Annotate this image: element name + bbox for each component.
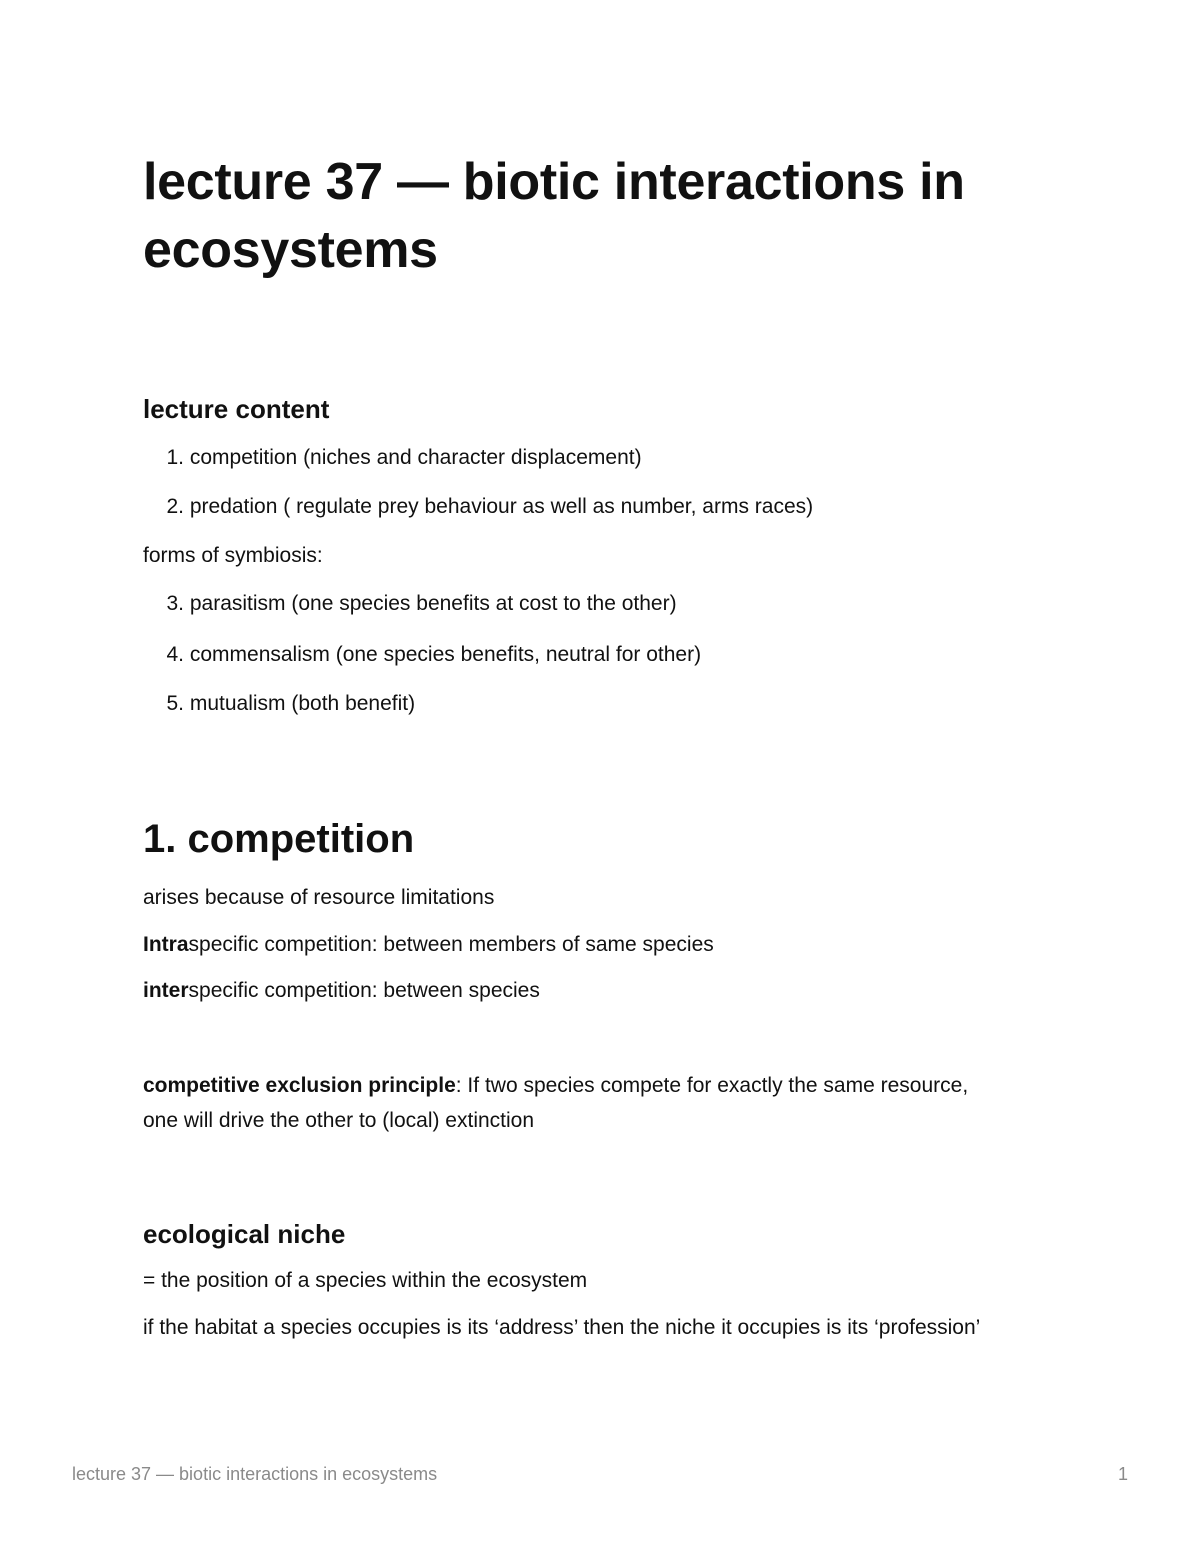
inter-rest-text: specific competition: between species bbox=[188, 979, 540, 1002]
list-item-text: predation ( regulate prey behaviour as well as number, arms races) bbox=[189, 495, 814, 518]
principle-bold-text: competitive exclusion principle bbox=[143, 1074, 456, 1097]
list-item-text: commensalism (one species benefits, neutral for other) bbox=[189, 643, 702, 666]
exclusion-principle-paragraph bbox=[143, 1068, 993, 1138]
competition-heading: 1. competition bbox=[143, 817, 415, 861]
competition-intro: arises because of resource limitations bbox=[143, 886, 495, 909]
list-item bbox=[143, 689, 415, 719]
intraspecific-line bbox=[143, 930, 714, 960]
list-item bbox=[143, 640, 701, 670]
list-item-number: 3. bbox=[166, 592, 184, 615]
page-title: lecture 37 — biotic interactions in ecosystems bbox=[143, 153, 965, 279]
list-item-number: 2. bbox=[166, 495, 184, 518]
niche-definition: = the position of a species within the ecosystem bbox=[143, 1269, 588, 1292]
list-item-number: 1. bbox=[166, 446, 184, 469]
list-item bbox=[143, 443, 642, 473]
list-item bbox=[143, 492, 813, 522]
footer-running-title: lecture 37 — biotic interactions in ecosystems bbox=[72, 1464, 438, 1484]
intra-bold-text: Intra bbox=[143, 933, 189, 956]
list-item-number: 5. bbox=[166, 692, 184, 715]
inter-bold-text: inter bbox=[143, 979, 189, 1002]
principle-rest-text: : If two species compete for exactly the same resource, one will drive the other to (local) extinction bbox=[143, 1074, 969, 1132]
niche-analogy: if the habitat a species occupies is its ‘address’ then the niche it occupies is its ‘profession’ bbox=[143, 1316, 981, 1339]
intra-rest-text: specific competition: between members of same species bbox=[188, 933, 714, 956]
list-item-text: parasitism (one species benefits at cost to the other) bbox=[189, 592, 677, 615]
lecture-content-heading: lecture content bbox=[143, 394, 330, 424]
ecological-niche-heading: ecological niche bbox=[143, 1219, 346, 1249]
list-item-text: mutualism (both benefit) bbox=[189, 692, 416, 715]
page-number: 1 bbox=[1117, 1464, 1128, 1484]
list-item-number: 4. bbox=[166, 643, 184, 666]
list-item bbox=[143, 589, 677, 619]
symbiosis-label: forms of symbiosis: bbox=[143, 544, 323, 567]
interspecific-line bbox=[143, 976, 540, 1006]
list-item-text: competition (niches and character displacement) bbox=[189, 446, 642, 469]
